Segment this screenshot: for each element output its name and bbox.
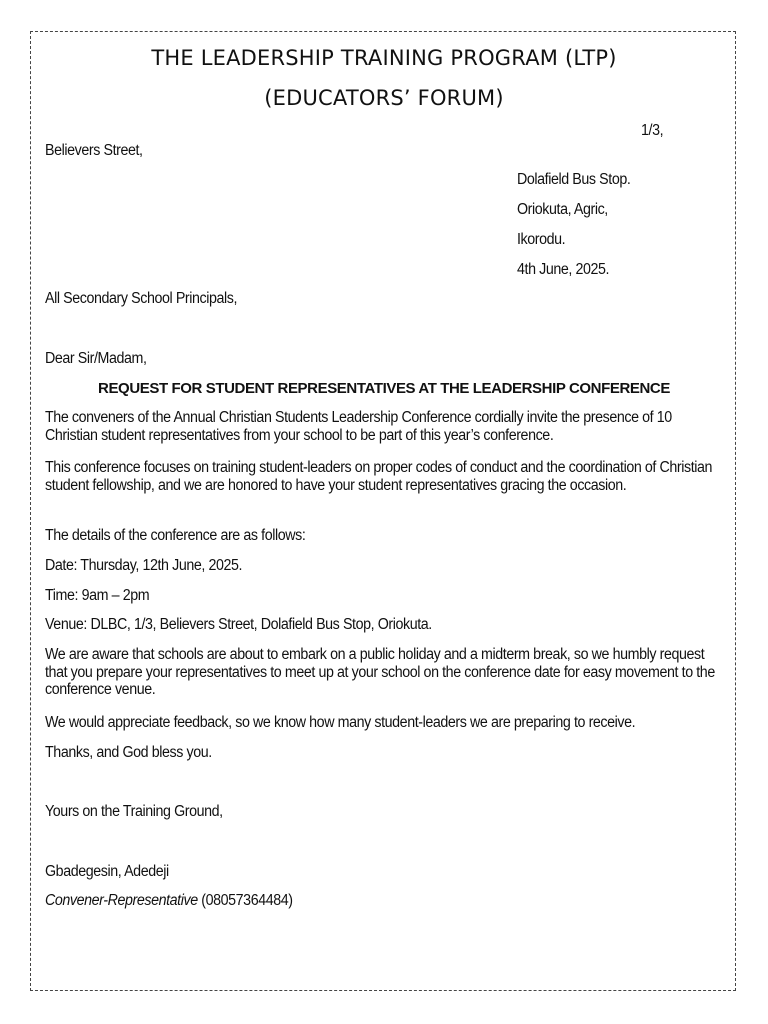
signatory-phone: (08057364484) [197,892,293,909]
address-line-1: 1/3, [641,122,664,139]
letter-date: 4th June, 2025. [517,261,610,278]
recipient: All Secondary School Principals, [45,290,238,307]
detail-time: Time: 9am – 2pm [45,587,150,604]
body-paragraph-1: The conveners of the Annual Christian Students Leadership Conference cordially invite the presence of 10 Christian student representatives from your school to be part of this year’s conference. [45,409,672,444]
letter-subtitle: (EDUCATORS’ FORUM) [264,86,504,110]
signatory-line [45,892,293,910]
body-paragraph-3: The details of the conference are as follows: [45,527,306,544]
detail-date: Date: Thursday, 12th June, 2025. [45,557,243,574]
body-paragraph-6: Thanks, and God bless you. [45,744,212,761]
address-line-3: Dolafield Bus Stop. [517,171,631,188]
body-paragraph-4: We are aware that schools are about to embark on a public holiday and a midterm break, so we humbly request that you prepare your representatives to meet up at your school on the conference date for easy movement to the conference venue. [45,646,715,698]
address-line-4: Oriokuta, Agric, [517,201,608,218]
letter-subject: REQUEST FOR STUDENT REPRESENTATIVES AT THE LEADERSHIP CONFERENCE [98,380,670,397]
address-line-5: Ikorodu. [517,231,566,248]
signatory-name: Gbadegesin, Adedeji [45,863,169,880]
letter-title: THE LEADERSHIP TRAINING PROGRAM (LTP) [151,46,617,70]
body-paragraph-2: This conference focuses on training student-leaders on proper codes of conduct and the coordination of Christian student fellowship, and we are honored to have your student representatives gracing the occasion. [45,459,713,494]
salutation: Dear Sir/Madam, [45,350,147,367]
body-paragraph-5: We would appreciate feedback, so we know how many student-leaders we are preparing to receive. [45,714,636,731]
signatory-title: Convener-Representative [45,892,198,909]
closing-line: Yours on the Training Ground, [45,803,223,820]
detail-venue: Venue: DLBC, 1/3, Believers Street, Dolafield Bus Stop, Oriokuta. [45,616,432,633]
address-line-2: Believers Street, [45,142,143,159]
